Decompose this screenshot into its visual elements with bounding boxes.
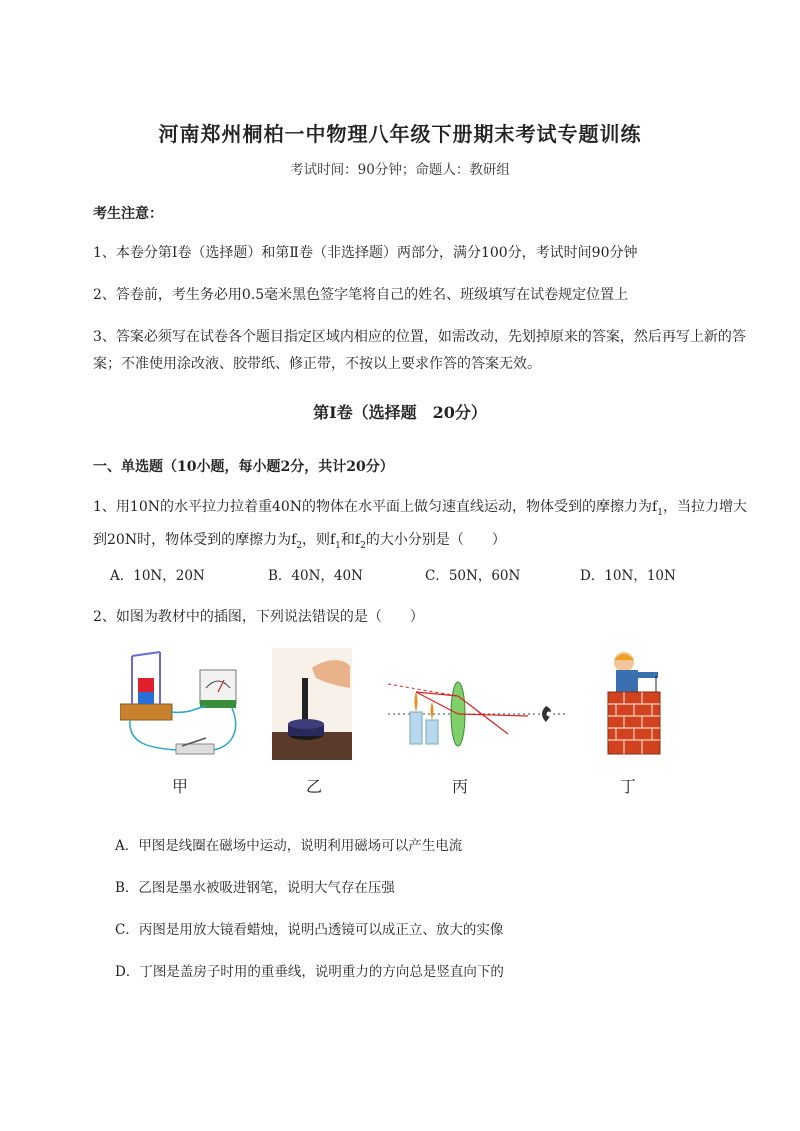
q1-text-b: ，当拉力增大到20N时，物体受到的摩擦力为f xyxy=(93,499,747,548)
q2-choice-c[interactable]: C．丙图是用放大镜看蜡烛，说明凸透镜可以成正立、放大的实像 xyxy=(115,922,504,938)
section-title: 第I卷（选择题 20分） xyxy=(313,403,487,422)
q1-option-d[interactable]: D．10N，10N xyxy=(580,568,676,584)
notice-item-1: 1、本卷分第I卷（选择题）和第Ⅱ卷（非选择题）两部分，满分100分，考试时间90分钟 xyxy=(93,245,638,261)
question-2-stem: 2、如图为教材中的插图，下列说法错误的是（ ） xyxy=(93,609,424,625)
q2-choice-b[interactable]: B．乙图是墨水被吸进钢笔，说明大气存在压强 xyxy=(115,880,395,896)
q1-sub-2: 2 xyxy=(296,540,302,551)
exam-subtitle: 考试时间：90分钟；命题人：教研组 xyxy=(290,162,510,178)
question-1-stem xyxy=(93,494,753,560)
q1-sub-3: 1 xyxy=(335,540,341,551)
part-title: 一、单选题（10小题，每小题2分，共计20分） xyxy=(93,459,394,475)
q1-text-d: 和f xyxy=(340,531,361,548)
figure-label-yi: 乙 xyxy=(306,777,323,796)
figure-label-bing: 丙 xyxy=(452,777,469,796)
question-2-figures xyxy=(110,648,690,798)
q2-choice-a[interactable]: A．甲图是线圈在磁场中运动，说明利用磁场可以产生电流 xyxy=(115,838,463,854)
q1-option-c[interactable]: C．50N，60N xyxy=(425,568,521,584)
notice-heading: 考生注意： xyxy=(93,206,163,222)
q1-text-c: ，则f xyxy=(301,531,336,548)
q2-choice-d[interactable]: D．丁图是盖房子时用的重垂线，说明重力的方向总是竖直向下的 xyxy=(115,964,504,980)
figure-yi-pen-ink xyxy=(272,648,352,760)
notice-item-2: 2、答卷前，考生务必用0.5毫米黑色签字笔将自己的姓名、班级填写在试卷规定位置上 xyxy=(93,287,629,303)
notice-item-3: 3、答案必须写在试卷各个题目指定区域内相应的位置，如需改动，先划掉原来的答案，然后再写上新的答案；不准使用涂改液、胶带纸、修正带，不按以上要求作答的答案无效。 xyxy=(93,329,746,372)
exam-title: 河南郑州桐柏一中物理八年级下册期末考试专题训练 xyxy=(158,122,642,146)
figure-label-ding: 丁 xyxy=(620,777,637,796)
figure-label-jia: 甲 xyxy=(172,777,189,796)
q1-sub-1: 1 xyxy=(657,507,663,518)
q1-option-b[interactable]: B．40N，40N xyxy=(268,568,363,584)
figure-jia-coil-galvanometer xyxy=(120,648,250,768)
q1-sub-4: 2 xyxy=(360,540,366,551)
q1-option-a[interactable]: A．10N，20N xyxy=(110,568,205,584)
q1-text-e: 的大小分别是（ ） xyxy=(365,531,506,548)
figure-bing-magnifier-candle xyxy=(388,648,568,760)
figure-ding-plumb-line-wall xyxy=(602,648,674,760)
q1-text-a: 1、用10N的水平拉力拉着重40N的物体在水平面上做匀速直线运动，物体受到的摩擦力为f xyxy=(93,499,658,515)
